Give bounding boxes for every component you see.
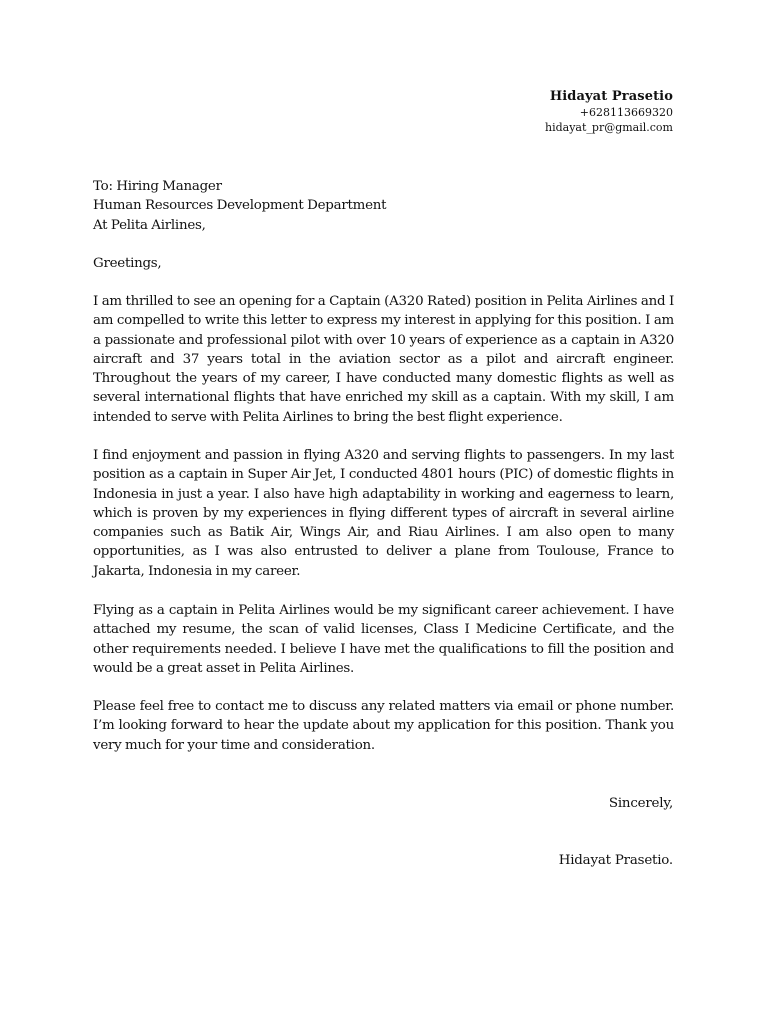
sender-block [545,88,673,135]
paragraph-2: I find enjoyment and passion in flying A320 and serving flights to passengers. In my last position as a captain in Super Air Jet, I conducted 4801 hours (PIC) of domestic flights in Indonesia in just a year. I also have high adaptability in working and eagerness to learn, which is proven by my experiences in flying different types of aircraft in several airline companies such as Batik Air, Wings Air, and Riau Airlines. I am also open to many opportunities, as I was also entrusted to deliver a plane from Toulouse, France to Jakarta, Indonesia in my career. [93,448,674,579]
sender-phone: +628113669320 [579,106,673,119]
sender-email: hidayat_pr@gmail.com [545,121,673,134]
recipient-block [93,177,674,235]
signature: Hidayat Prasetio. [558,853,673,868]
recipient-line: To: Hiring Manager [93,179,222,194]
paragraph-3: Flying as a captain in Pelita Airlines would be my significant career achievement. I have attached my resume, the scan of valid licenses, Class I Medicine Certificate, and the other requirements needed. I believe I have met the qualifications to fill the position and would be a great asset in Pelita Airlines. [93,603,674,676]
closing: Sincerely, [608,796,673,811]
sender-name: Hidayat Prasetio [549,89,673,104]
paragraph-1: I am thrilled to see an opening for a Captain (A320 Rated) position in Pelita Airlines and I am compelled to write this letter to express my interest in applying for this position. I am a passionate and professional pilot with over 10 years of experience as a captain in A320 aircraft and 37 years total in the aviation sector as a pilot and aircraft engineer. Throughout the years of my career, I have conducted many domestic flights as well as several international flights that have enriched my skill as a captain. With my skill, I am intended to serve with Pelita Airlines to bring the best flight experience. [93,294,674,425]
recipient-line: Human Resources Development Department [93,198,387,214]
greeting: Greetings, [93,256,162,271]
paragraph-4: Please feel free to contact me to discuss any related matters via email or phone number. I’m looking forward to hear the update about my application for this position. Thank you very much for your time and consideration. [93,699,674,753]
recipient-line: At Pelita Airlines, [93,217,206,233]
